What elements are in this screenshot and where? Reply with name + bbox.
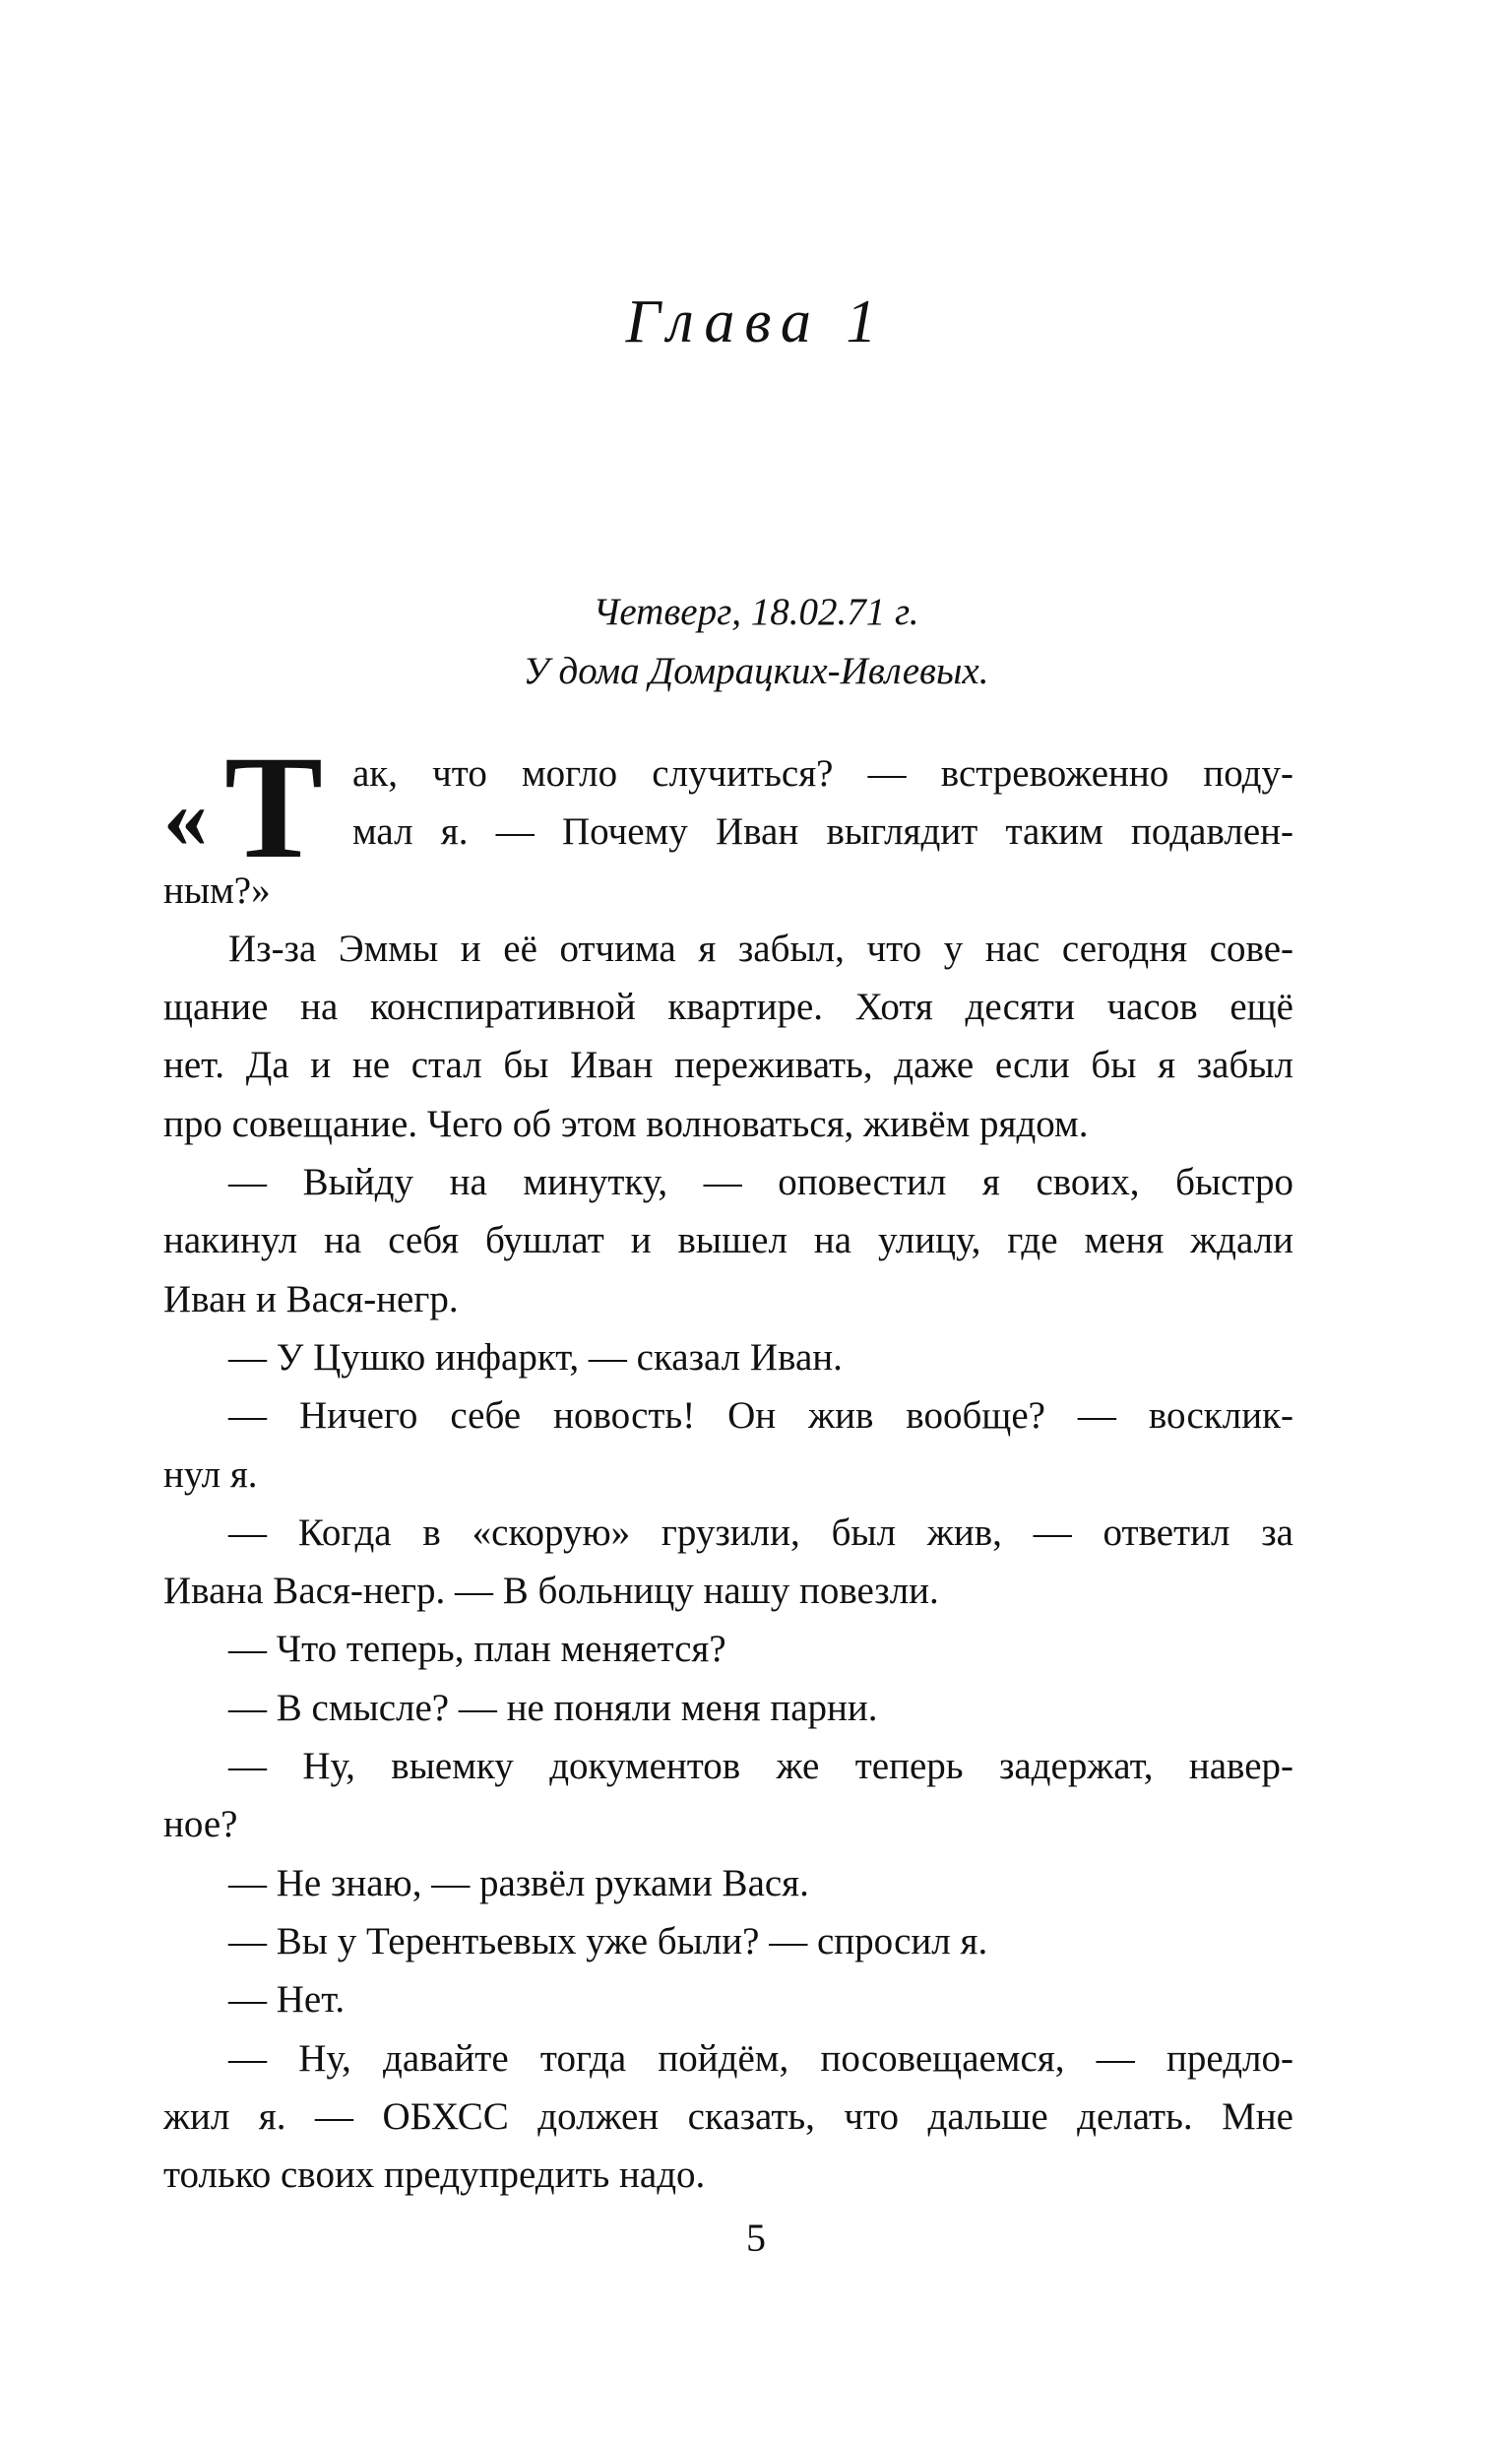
body-text xyxy=(163,726,1293,2204)
text-line: жил я. — ОБХСС должен сказать, что дальше делать. Мне xyxy=(163,2094,1293,2138)
text-line: Иван и Вася-негр. xyxy=(163,1277,459,1320)
text-line: Ивана Вася-негр. — В больницу нашу повезли. xyxy=(163,1570,939,1613)
chapter-title: Глава 1 xyxy=(625,289,887,355)
text-line: щание на конспиративной квартире. Хотя десяти часов ещё xyxy=(163,986,1293,1029)
text-line: — У Цушко инфаркт, — сказал Иван. xyxy=(228,1335,843,1379)
page-number: 5 xyxy=(746,2216,766,2260)
text-line: — Ничего себе новость! Он жив вообще? — восклик- xyxy=(228,1394,1293,1438)
text-line: нул я. xyxy=(163,1452,258,1496)
text-line: — Ну, давайте тогда пойдём, посовещаемся, — предло- xyxy=(228,2036,1293,2080)
scene-heading xyxy=(0,583,1512,701)
text-line: — Когда в «скорую» грузили, был жив, — ответил за xyxy=(228,1511,1293,1554)
opening-paragraph xyxy=(163,726,1293,920)
text-line: — Выйду на минутку, — оповестил я своих, быстро xyxy=(228,1161,1293,1204)
text-line: ное? xyxy=(163,1803,238,1846)
text-line: мал я. — Почему Иван выглядит таким подавлен- xyxy=(352,810,1293,854)
text-line: ным?» xyxy=(163,868,271,912)
text-line: — Вы у Терентьевых уже были? — спросил я. xyxy=(228,1919,988,1962)
dialogue-line xyxy=(163,1854,1293,1912)
text-line: — Не знаю, — развёл руками Вася. xyxy=(228,1861,809,1904)
text-line: про совещание. Чего об этом волноваться, живём рядом. xyxy=(163,1102,1089,1145)
text-line: нет. Да и не стал бы Иван переживать, даже если бы я забыл xyxy=(163,1044,1293,1087)
dropcap-quote-mark: « xyxy=(163,769,208,867)
dialogue-line xyxy=(163,1328,1293,1386)
paragraph xyxy=(163,920,1293,1153)
dropcap-letter: Т xyxy=(224,726,324,889)
dialogue-line xyxy=(163,1620,1293,1678)
text-line: — В смысле? — не поняли меня парни. xyxy=(228,1686,878,1729)
text-line: только своих предупредить надо. xyxy=(163,2154,706,2197)
text-line: — Ну, выемку документов же теперь задержат, навер- xyxy=(228,1745,1293,1788)
dialogue-line xyxy=(163,1737,1293,1854)
dialogue-line xyxy=(163,1970,1293,2028)
scene-date: Четверг, 18.02.71 г. xyxy=(593,591,919,633)
scene-place: У дома Домрацких-Ивлевых. xyxy=(523,650,989,692)
text-line: — Нет. xyxy=(228,1978,346,2022)
paragraph xyxy=(163,1153,1293,1328)
dialogue-line xyxy=(163,1912,1293,1970)
dialogue-line xyxy=(163,1386,1293,1504)
text-line: накинул на себя бушлат и вышел на улицу, где меня ждали xyxy=(163,1219,1293,1262)
dialogue-line xyxy=(163,1679,1293,1737)
dialogue-line xyxy=(163,1504,1293,1621)
text-line: Из-за Эммы и её отчима я забыл, что у нас сегодня сове- xyxy=(228,927,1293,970)
text-line: — Что теперь, план меняется? xyxy=(228,1628,726,1671)
dialogue-line xyxy=(163,2029,1293,2205)
text-line: ак, что могло случиться? — встревоженно поду- xyxy=(352,752,1293,795)
